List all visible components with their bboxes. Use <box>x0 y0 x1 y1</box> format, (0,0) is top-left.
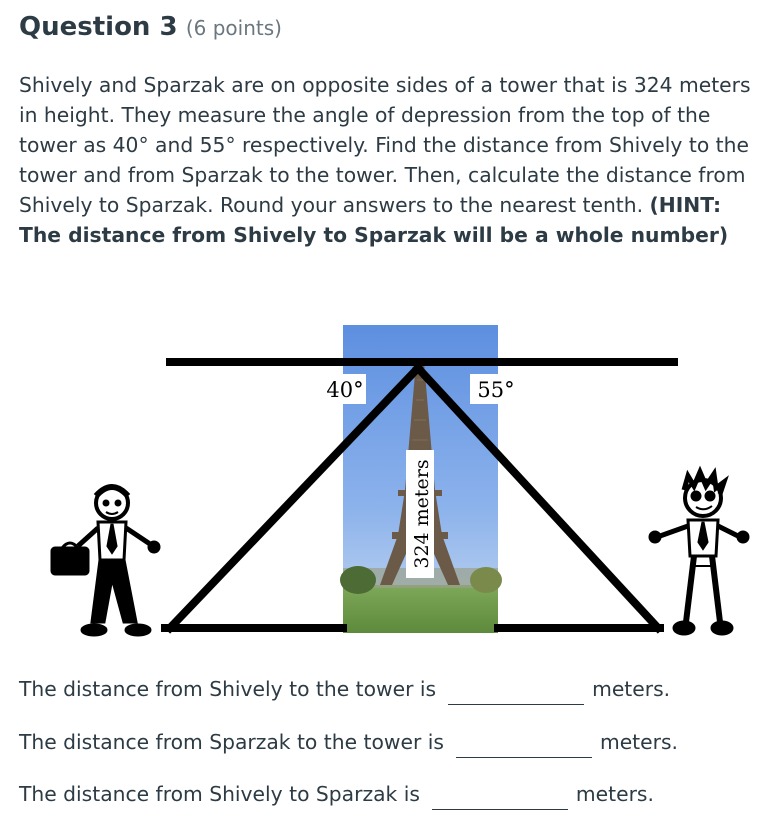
answer-suffix: meters. <box>592 677 671 701</box>
answer-input-sparzak-tower[interactable] <box>456 733 592 758</box>
angle-right-label: 55° <box>477 378 515 402</box>
answer-suffix: meters. <box>599 730 678 754</box>
answer-prefix: The distance from Shively to Sparzak is <box>19 782 420 806</box>
question-text: Shively and Sparzak are on opposite sides of a tower that is 324 meters in height. They measure the angle of depression from the top of the tower as 40° and 55° respectively. Find the distance from Shively to the tower and from Sparzak to the tower. Then, calculate the distance from Shively to Sparzak. Round your answers to the nearest tenth. <box>19 73 751 217</box>
answer-prefix: The distance from Shively to the tower is <box>19 677 437 701</box>
tower-diagram <box>0 300 777 645</box>
answer-suffix: meters. <box>575 782 654 806</box>
angle-left-label: 40° <box>326 378 364 402</box>
sparzak-figure-icon <box>650 472 748 634</box>
question-header <box>19 12 282 42</box>
answer-input-shively-sparzak[interactable] <box>432 785 568 810</box>
answer-prefix: The distance from Sparzak to the tower is <box>19 730 444 754</box>
question-hint: (HINT: The distance from Shively to Sparzak will be a whole number) <box>19 193 729 247</box>
question-text-block <box>19 70 759 250</box>
answer-input-shively-tower[interactable] <box>448 680 584 705</box>
height-label: 324 meters <box>411 459 433 569</box>
answer-row-shively-tower <box>19 677 670 705</box>
height-label-box <box>406 450 434 578</box>
answer-row-sparzak-tower <box>19 730 678 758</box>
shively-figure-icon <box>52 487 159 635</box>
question-title: Question 3 <box>19 12 178 42</box>
question-points: (6 points) <box>185 16 282 40</box>
answer-row-shively-sparzak <box>19 782 654 810</box>
